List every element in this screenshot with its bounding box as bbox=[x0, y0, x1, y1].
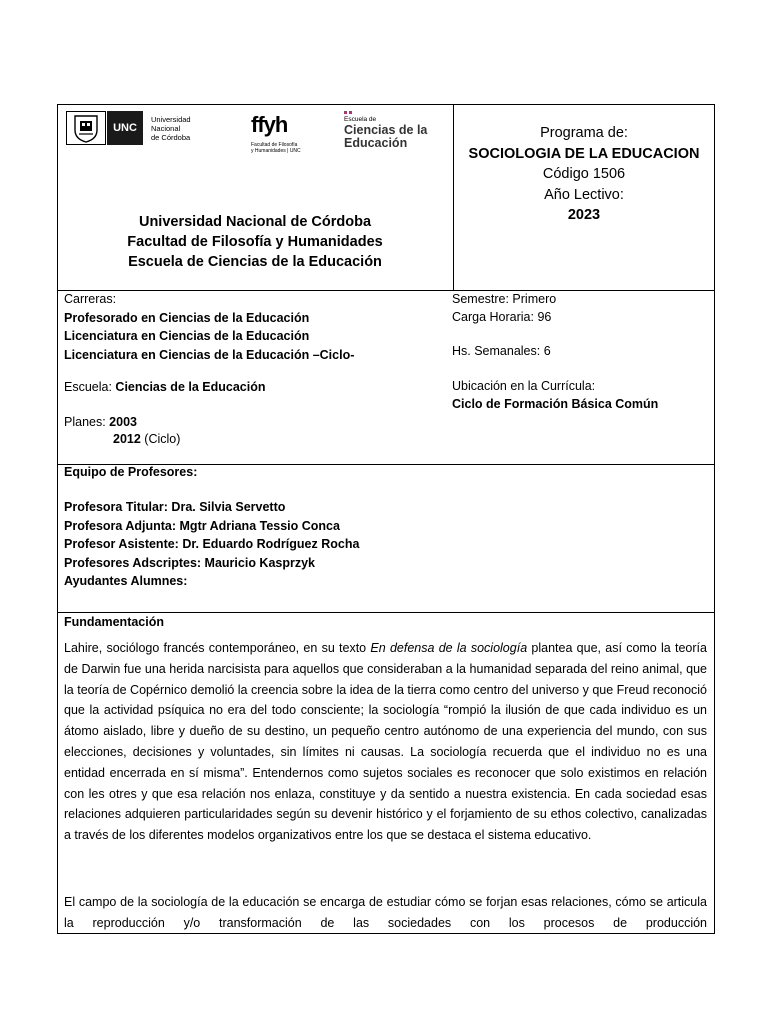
ece-logo bbox=[344, 111, 444, 155]
program-name: SOCIOLOGIA DE LA EDUCACION bbox=[468, 145, 700, 162]
team-member: Profesora Adjunta: Mgtr Adriana Tessio Conca bbox=[64, 518, 340, 533]
paragraph-2: El campo de la sociología de la educación se encarga de estudiar cómo se forjan esas relaciones, cómo se articula la reproducción y/o transformación de las sociedades con los procesos de producción bbox=[64, 895, 707, 930]
plans-line-2 bbox=[113, 430, 180, 449]
career-item: Profesorado en Ciencias de la Educación bbox=[64, 310, 310, 325]
paragraph-1: Lahire, sociólogo francés contemporáneo, en su texto En defensa de la sociología plantea que, así como la teoría de Darwin fue una herida narcisista para aquellos que consideraban a la humanidad separada del reino animal, que la teoría de Copérnico demolió la creencia sobre la idea de la tierra como centro del universo y que Freud reconoció que la actividad psíquica no era del todo consciente; la sociología “rompió la ilusión de que cada individuo es un átomo aislado, libre y dueño de su destino, un pequeño centro autónomo de una experiencia del mundo, con sus elecciones, decisiones y voluntades, sin límites ni causas. La sociología recuerda que el individuo no es una entidad encerrada en sí misma”. Entendernos como sujetos sociales es reconocer que solo existimos en relación con les otres y que esa relación nos enlaza, constituye y da sentido a nuestra existencia. En cada sociedad esas relaciones adquieren particularidades según su devenir histórico y el forjamiento de su ethos colectivo, canalizadas a través de los diferentes modelos organizativos entre los que se destaca el sistema educativo. bbox=[64, 641, 707, 843]
team-member: Profesor Asistente: Dr. Eduardo Rodríguez Rocha bbox=[64, 537, 360, 551]
unc-crest-icon bbox=[66, 111, 106, 145]
program-label: Programa de: bbox=[540, 125, 628, 141]
team-member: Ayudantes Alumnes: bbox=[64, 574, 188, 588]
unc-badge: UNC bbox=[107, 111, 143, 145]
plan-2003: 2003 bbox=[109, 415, 137, 429]
ffyh-sub: Facultad de Filosofía y Humanidades | UNC bbox=[251, 142, 301, 154]
plans-line bbox=[64, 413, 137, 432]
book-title: En defensa de la sociología bbox=[370, 641, 528, 655]
institution-block bbox=[57, 212, 453, 272]
institution-line-3: Escuela de Ciencias de la Educación bbox=[128, 254, 382, 270]
ece-small: Escuela de bbox=[344, 116, 377, 123]
unc-logo bbox=[66, 111, 201, 145]
career-item: Licenciatura en Ciencias de la Educación –Ciclo- bbox=[64, 347, 355, 362]
semester: Semestre: Primero bbox=[452, 292, 557, 306]
careers-label: Carreras: bbox=[64, 292, 117, 306]
team-member: Profesores Adscriptes: Mauricio Kasprzyk bbox=[64, 555, 316, 570]
ffyh-logo bbox=[251, 113, 321, 157]
curriculum-value: Ciclo de Formación Básica Común bbox=[452, 397, 659, 411]
program-code: Código 1506 bbox=[542, 166, 626, 182]
plans-label: Planes: bbox=[64, 415, 110, 429]
school-line bbox=[64, 378, 265, 397]
year-value: 2023 bbox=[567, 207, 601, 223]
careers-block bbox=[64, 290, 354, 364]
ece-title: Ciencias de la Educación bbox=[344, 123, 428, 150]
plan-2012: 2012 bbox=[113, 432, 141, 446]
team-member: Profesora Titular: Dra. Silvia Servetto bbox=[64, 500, 286, 514]
career-item: Licenciatura en Ciencias de la Educación bbox=[64, 329, 310, 343]
curriculum-label: Ubicación en la Currícula: bbox=[452, 379, 596, 393]
year-label: Año Lectivo: bbox=[544, 186, 624, 203]
team-list bbox=[64, 498, 359, 591]
hours-weekly: Hs. Semanales: 6 bbox=[452, 344, 551, 358]
program-block bbox=[453, 123, 715, 226]
unc-name: Universidad Nacional de Córdoba bbox=[151, 115, 191, 142]
hours-total: Carga Horaria: 96 bbox=[452, 310, 552, 324]
ffyh-mark: ffyh bbox=[251, 112, 288, 137]
school-value: Ciencias de la Educación bbox=[115, 380, 266, 394]
institution-line-1: Universidad Nacional de Córdoba bbox=[138, 214, 372, 230]
plan-2012-note: (Ciclo) bbox=[140, 432, 181, 446]
section-title: Fundamentación bbox=[64, 615, 165, 629]
team-title: Equipo de Profesores: bbox=[64, 465, 198, 479]
ece-dots-icon bbox=[344, 111, 354, 115]
institution-line-2: Facultad de Filosofía y Humanidades bbox=[127, 234, 383, 250]
school-label: Escuela: bbox=[64, 380, 116, 394]
fundamentacion-body bbox=[64, 638, 707, 846]
